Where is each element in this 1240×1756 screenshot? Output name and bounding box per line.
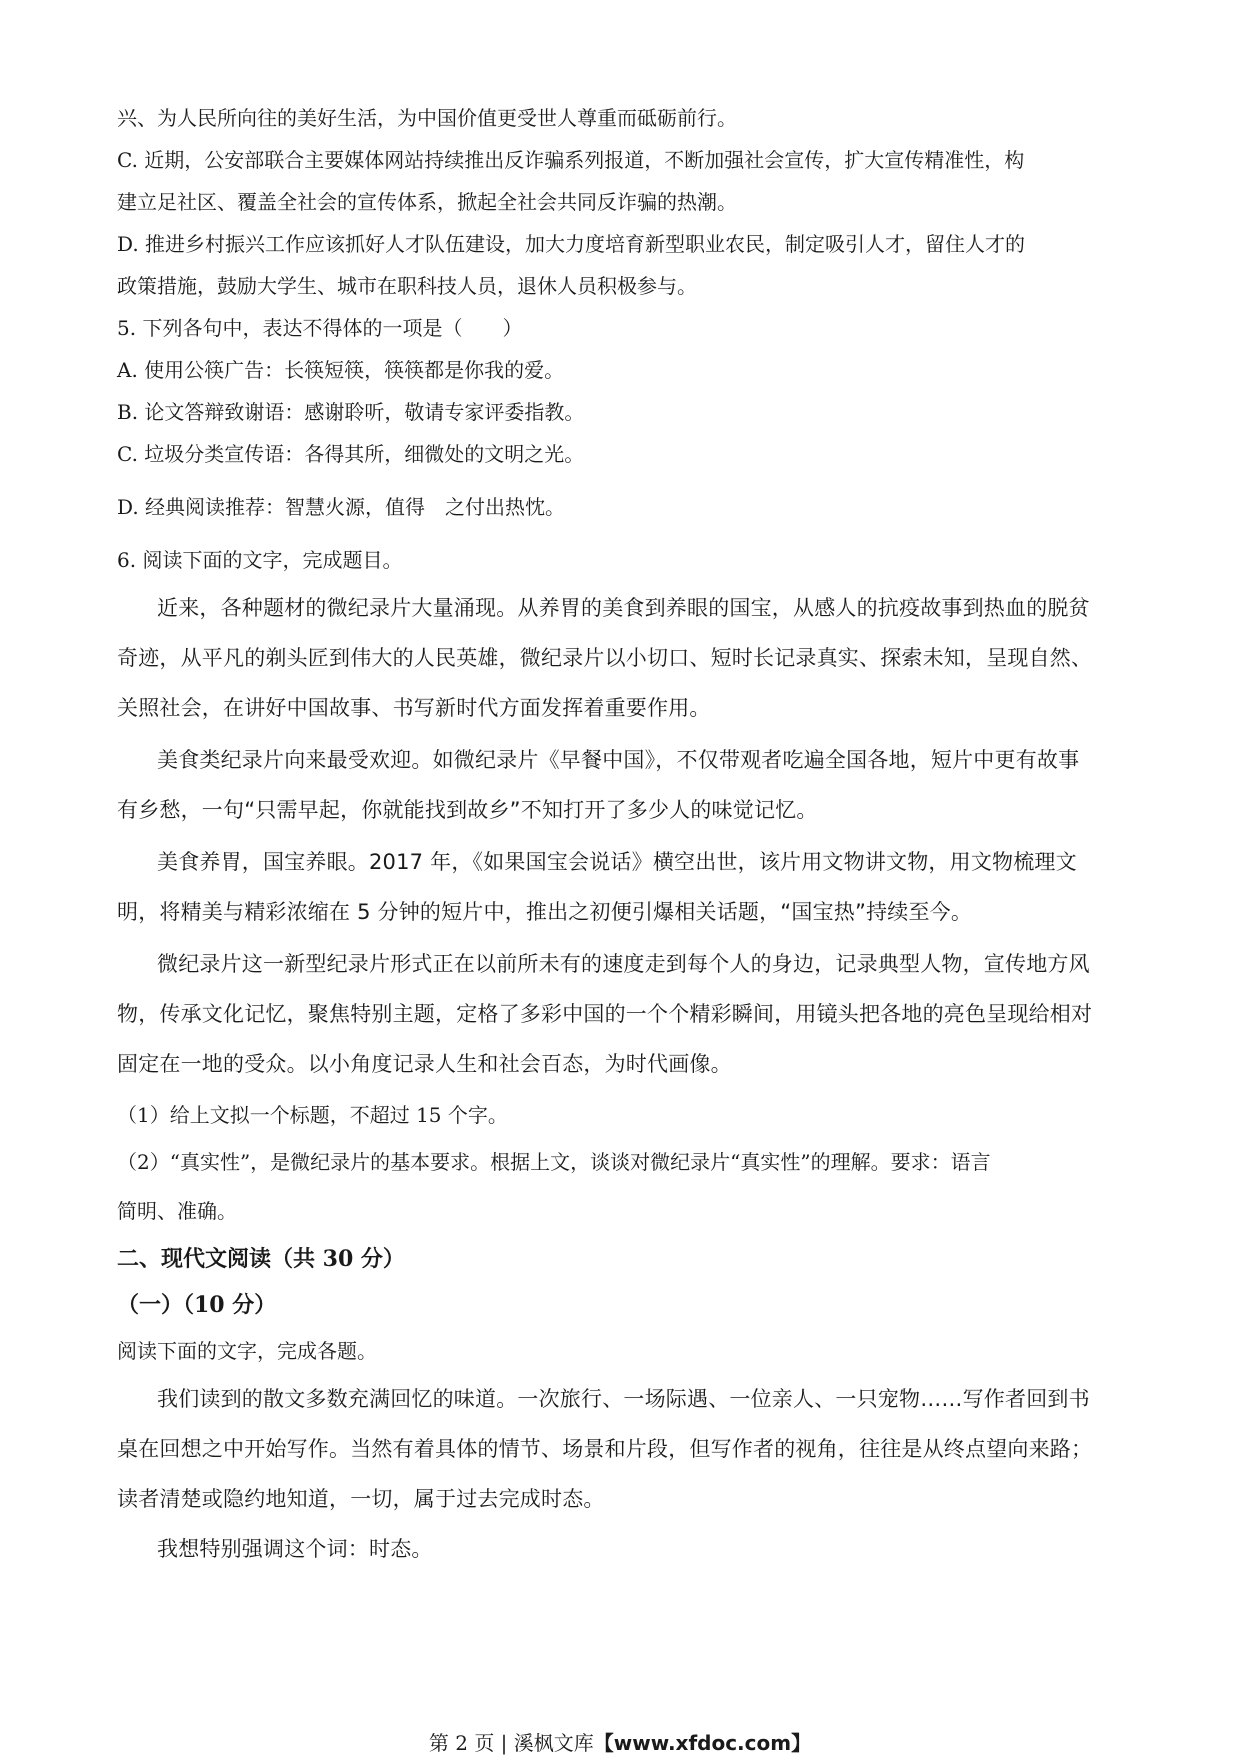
- question-5-option-b: B. 论文答辩致谢语：感谢聆听，敬请专家评委指教。: [117, 400, 585, 424]
- sub-question-2-cont: 简明、准确。: [117, 1199, 237, 1223]
- page-number: 第 2 页 | 溪枫文库: [428, 1731, 594, 1755]
- passage-line: 美食养胃，国宝养眼。2017 年，《如果国宝会说话》横空出世，该片用文物讲文物，用文物梳理文: [157, 850, 1077, 874]
- paragraph-line: 建立足社区、覆盖全社会的宣传体系，掀起全社会共同反诈骗的热潮。: [117, 190, 737, 214]
- passage-line: 关照社会，在讲好中国故事、书写新时代方面发挥着重要作用。: [117, 696, 711, 720]
- passage-line: 物，传承文化记忆，聚焦特别主题，定格了多彩中国的一个个精彩瞬间，用镜头把各地的亮色呈现给相对: [117, 1002, 1093, 1026]
- site-link[interactable]: 【www.xfdoc.com】: [593, 1731, 812, 1755]
- passage-line: 近来，各种题材的微纪录片大量涌现。从养胃的美食到养眼的国宝，从感人的抗疫故事到热血的脱贫: [157, 596, 1090, 620]
- passage-line: 读者清楚或隐约地知道，一切，属于过去完成时态。: [117, 1487, 605, 1511]
- sub-question-2: （2）“真实性”，是微纪录片的基本要求。根据上文，谈谈对微纪录片“真实性”的理解。要求：语言: [117, 1150, 991, 1174]
- option-d-line: D. 推进乡村振兴工作应该抓好人才队伍建设，加大力度培育新型职业农民，制定吸引人才，留住人才的: [117, 232, 1026, 256]
- section-heading: 二、现代文阅读（共 30 分）: [117, 1246, 405, 1272]
- question-5-option-d: D. 经典阅读推荐：智慧火源，值得 之付出热忱。: [117, 495, 566, 519]
- question-6: 6. 阅读下面的文字，完成题目。: [117, 548, 403, 572]
- passage-line: 桌在回想之中开始写作。当然有着具体的情节、场景和片段，但写作者的视角，往往是从终点望向来路；: [117, 1437, 1093, 1461]
- page-footer: [0, 1730, 1240, 1756]
- passage-line: 明，将精美与精彩浓缩在 5 分钟的短片中，推出之初便引爆相关话题，“国宝热”持续至今。: [117, 900, 973, 924]
- passage-line: 微纪录片这一新型纪录片形式正在以前所未有的速度走到每个人的身边，记录典型人物，宣传地方风: [157, 952, 1090, 976]
- option-c-line: C. 近期，公安部联合主要媒体网站持续推出反诈骗系列报道，不断加强社会宣传，扩大宣传精准性，构: [117, 148, 1025, 172]
- question-5-option-c: C. 垃圾分类宣传语：各得其所，细微处的文明之光。: [117, 442, 585, 466]
- passage-line: 固定在一地的受众。以小角度记录人生和社会百态，为时代画像。: [117, 1052, 732, 1076]
- sub-question-1: （1）给上文拟一个标题，不超过 15 个字。: [117, 1103, 508, 1127]
- instruction: 阅读下面的文字，完成各题。: [117, 1339, 377, 1363]
- question-5: 5. 下列各句中，表达不得体的一项是（ ）: [117, 316, 523, 340]
- question-5-option-a: A. 使用公筷广告：长筷短筷，筷筷都是你我的爱。: [117, 358, 565, 382]
- passage-line: 我想特别强调这个词：时态。: [157, 1537, 433, 1561]
- passage-line: 有乡愁，一句“只需早起，你就能找到故乡”不知打开了多少人的味觉记忆。: [117, 798, 818, 822]
- passage-line: 我们读到的散文多数充满回忆的味道。一次旅行、一场际遇、一位亲人、一只宠物……写作者回到书: [157, 1387, 1090, 1411]
- paragraph-line: 政策措施，鼓励大学生、城市在职科技人员，退休人员积极参与。: [117, 274, 697, 298]
- passage-line: 奇迹，从平凡的剃头匠到伟大的人民英雄，微纪录片以小切口、短时长记录真实、探索未知，呈现自然、: [117, 646, 1093, 670]
- paragraph-line: 兴、为人民所向往的美好生活，为中国价值更受世人尊重而砥砺前行。: [117, 106, 737, 130]
- passage-line: 美食类纪录片向来最受欢迎。如微纪录片《早餐中国》，不仅带观者吃遍全国各地，短片中更有故事: [157, 748, 1080, 772]
- subsection-heading: （一）（10 分）: [117, 1292, 277, 1318]
